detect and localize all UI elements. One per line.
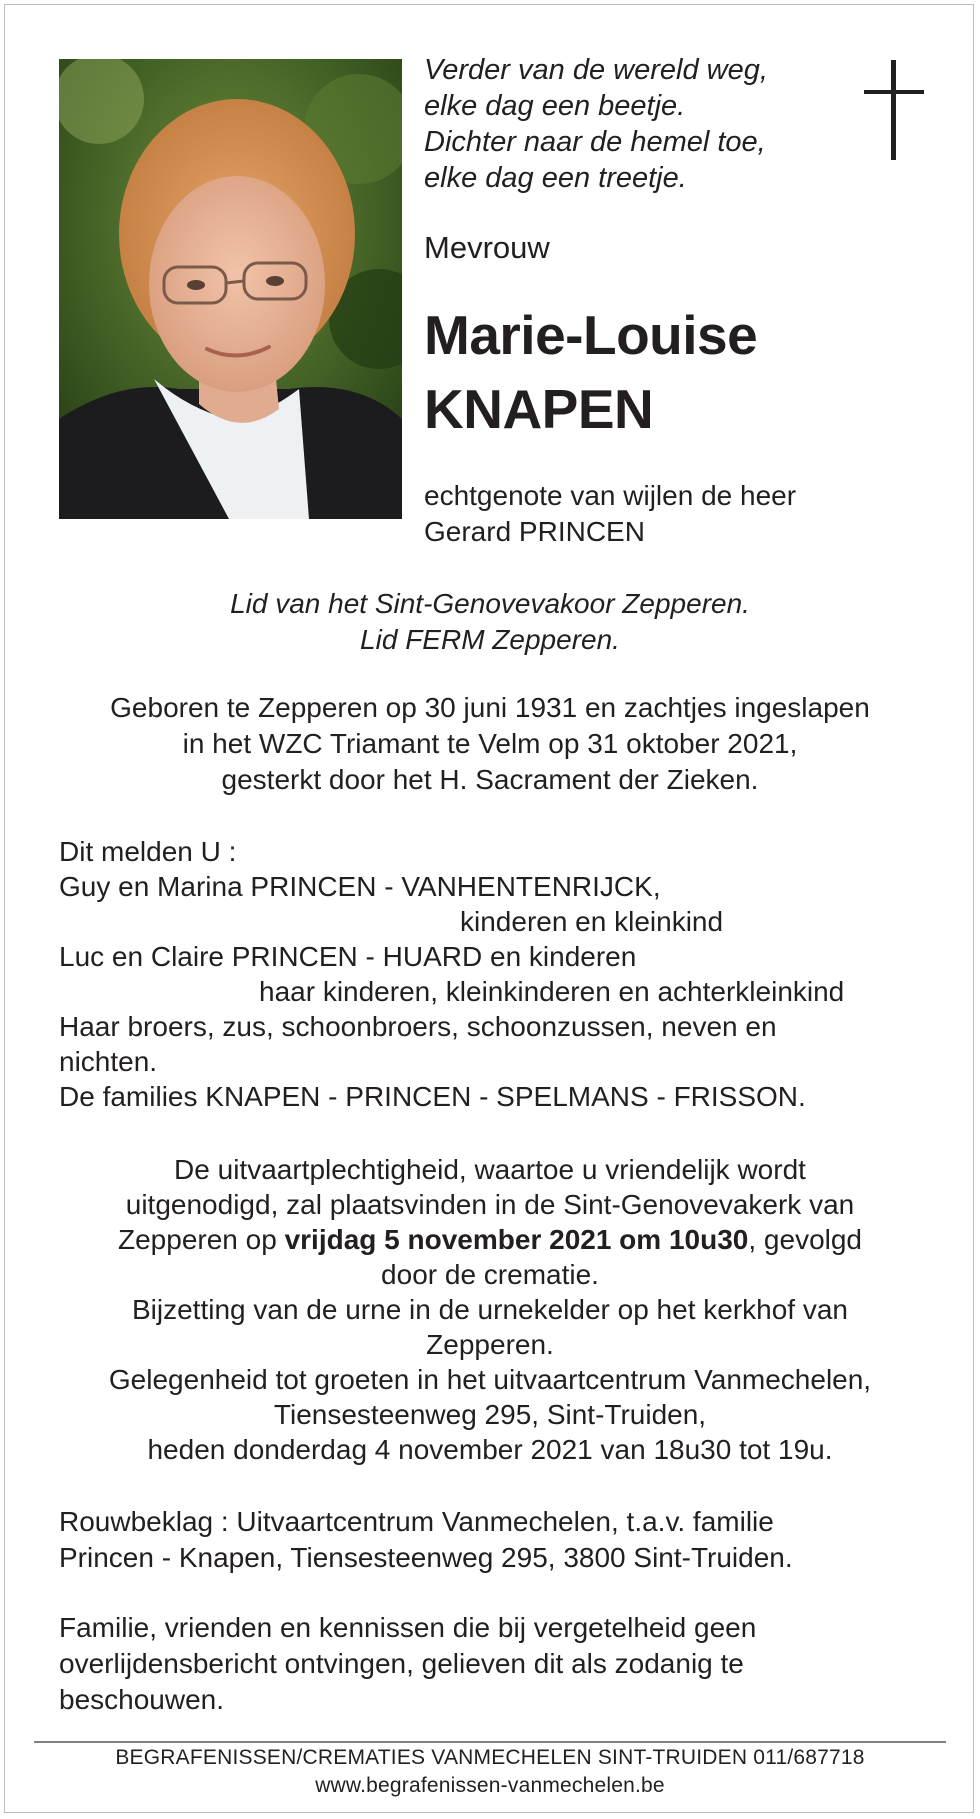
- last-name: KNAPEN: [424, 378, 654, 440]
- notice-line: overlijdensbericht ontvingen, gelieven dit als zodanig te: [59, 1648, 744, 1679]
- spouse-name: Gerard PRINCEN: [424, 516, 645, 547]
- funeral-line: Zepperen.: [426, 1329, 554, 1360]
- spouse-line: echtgenote van wijlen de heer: [424, 480, 797, 511]
- funeral-line: Bijzetting van de urne in de urnekelder op het kerkhof van: [131, 1294, 848, 1325]
- birth-line: Geboren te Zepperen op 30 juni 1931 en zachtjes ingeslapen: [110, 692, 870, 723]
- portrait-photo: [59, 59, 402, 519]
- notice-line: Familie, vrienden en kennissen die bij vergetelheid geen: [59, 1612, 757, 1643]
- funeral-line: Tiensesteenweg 295, Sint-Truiden,: [273, 1399, 707, 1430]
- salutation: Mevrouw: [424, 230, 550, 265]
- family-announcement: [59, 834, 939, 1114]
- funeral-line: De uitvaartplechtigheid, waartoe u vriendelijk wordt: [174, 1154, 806, 1185]
- funeral-date: vrijdag 5 november 2021 om 10u30: [284, 1224, 749, 1255]
- membership-line: Lid FERM Zepperen.: [360, 624, 620, 655]
- membership-line: Lid van het Sint-Genovevakoor Zepperen.: [230, 588, 750, 619]
- condolence-line: Rouwbeklag : Uitvaartcentrum Vanmechelen, t.a.v. familie: [59, 1506, 774, 1537]
- spouse-info: [424, 478, 796, 550]
- birth-death-info: [0, 690, 980, 798]
- memberships: [0, 586, 980, 658]
- family-line: De families KNAPEN - PRINCEN - SPELMANS - FRISSON.: [59, 1081, 806, 1112]
- family-line: Haar broers, zus, schoonbroers, schoonzussen, neven en: [59, 1011, 777, 1042]
- poem-line: elke dag een beetje.: [424, 90, 686, 122]
- first-name: Marie-Louise: [424, 304, 758, 366]
- birth-line: in het WZC Triamant te Velm op 31 oktober 2021,: [182, 728, 798, 759]
- funeral-text: Zepperen op: [118, 1224, 285, 1255]
- deceased-name: [424, 298, 757, 446]
- funeral-text: , gevolgd: [748, 1224, 862, 1255]
- family-line: Guy en Marina PRINCEN - VANHENTENRIJCK,: [59, 871, 661, 902]
- family-line: Luc en Claire PRINCEN - HUARD en kinderen: [59, 941, 637, 972]
- poem-line: Verder van de wereld weg,: [424, 54, 768, 86]
- footer-divider: [34, 1741, 946, 1743]
- funeral-line: Gelegenheid tot groeten in het uitvaartcentrum Vanmechelen,: [108, 1364, 872, 1395]
- funeral-line: [0, 1222, 980, 1257]
- poem: [424, 52, 768, 196]
- poem-line: Dichter naar de hemel toe,: [424, 126, 766, 158]
- notice-line: beschouwen.: [59, 1684, 225, 1715]
- funeral-info: [0, 1152, 980, 1467]
- birth-line: gesterkt door het H. Sacrament der Zieken.: [221, 764, 759, 795]
- poem-line: elke dag een treetje.: [424, 162, 687, 194]
- family-line: nichten.: [59, 1046, 158, 1077]
- footer-website-link[interactable]: www.begrafenissen-vanmechelen.be: [315, 1774, 665, 1797]
- funeral-line: uitgenodigd, zal plaatsvinden in de Sint-Genovevakerk van: [125, 1189, 855, 1220]
- condolence-line: Princen - Knapen, Tiensesteenweg 295, 3800 Sint-Truiden.: [59, 1542, 793, 1573]
- funeral-line: heden donderdag 4 november 2021 van 18u30 tot 19u.: [147, 1434, 833, 1465]
- funeral-line: door de crematie.: [381, 1259, 599, 1290]
- cross-icon: [864, 60, 924, 160]
- condolence-address: [59, 1504, 939, 1576]
- family-relation: haar kinderen, kleinkinderen en achterkleinkind: [259, 976, 845, 1007]
- family-intro: Dit melden U :: [59, 836, 237, 867]
- footer-company: BEGRAFENISSEN/CREMATIES VANMECHELEN SINT-TRUIDEN 011/687718: [115, 1746, 865, 1769]
- footer: [0, 1744, 980, 1800]
- family-relation: kinderen en kleinkind: [460, 906, 724, 937]
- notice: [59, 1610, 939, 1718]
